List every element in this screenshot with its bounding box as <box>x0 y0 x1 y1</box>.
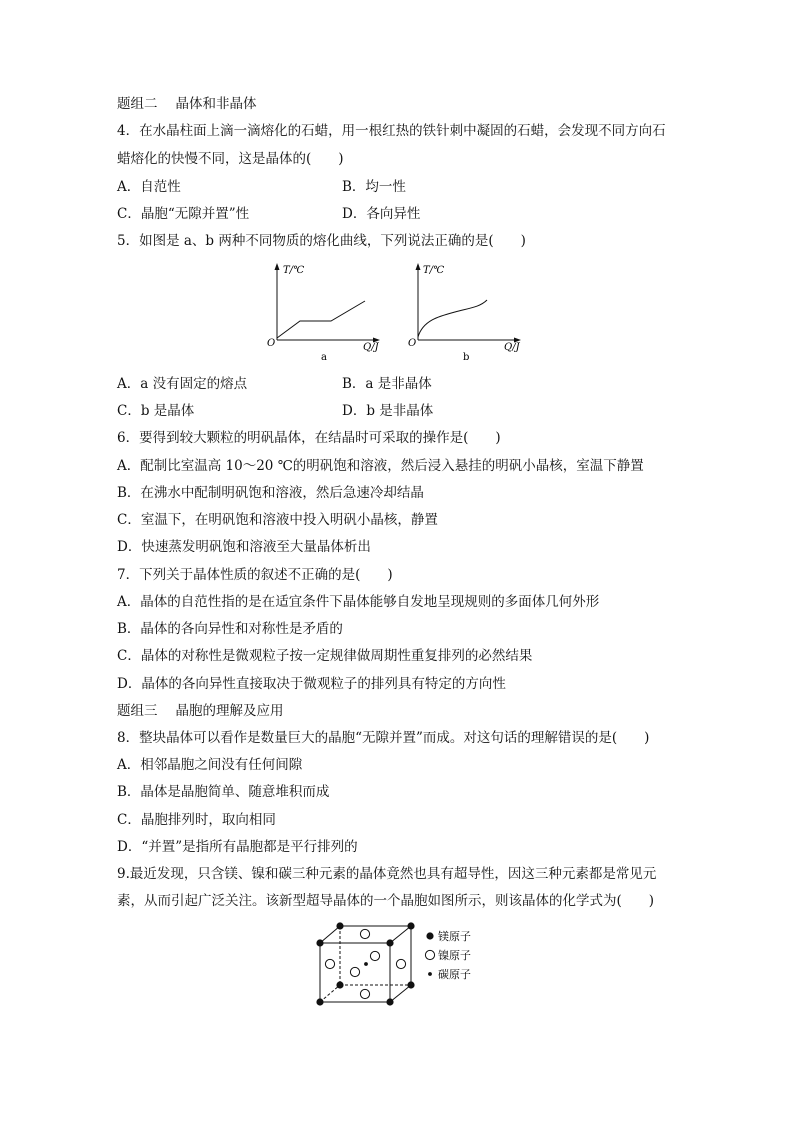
graph-a-curve <box>277 301 365 338</box>
q4-option-b[interactable]: B．均一性 <box>342 179 406 195</box>
graph-b-curve <box>418 300 487 337</box>
group-2-heading <box>117 95 257 113</box>
q6-option-d[interactable]: D．快速蒸发明矾饱和溶液至大量晶体析出 <box>117 539 371 555</box>
graph-a-caption: a <box>321 352 327 363</box>
legend-ni-marker <box>425 950 434 959</box>
cube-edge-tr <box>390 926 411 943</box>
q6-stem: 6．要得到较大颗粒的明矾晶体，在结晶时可采取的操作是( ) <box>117 430 501 446</box>
group-3-label: 题组三 <box>117 703 158 719</box>
group-3-title: 晶胞的理解及应用 <box>175 703 284 719</box>
ni-atom <box>350 967 359 976</box>
legend-ni-label: 镍原子 <box>438 949 471 962</box>
q4-option-a[interactable]: A．自范性 <box>117 179 181 195</box>
mg-atom <box>386 998 393 1005</box>
cube-edge-br <box>390 985 411 1002</box>
q7-option-d[interactable]: D．晶体的各向异性直接取决于微观粒子的排列具有特定的方向性 <box>117 676 506 692</box>
mg-atom <box>407 922 414 929</box>
mg-atom <box>407 981 414 988</box>
cube-edge-tl <box>320 926 340 943</box>
graph-a-y-label: T/℃ <box>283 265 305 276</box>
q7-option-b[interactable]: B．晶体的各向异性和对称性是矛盾的 <box>117 621 343 637</box>
q7-option-a[interactable]: A．晶体的自范性指的是在适宜条件下晶体能够自发地呈现规则的多面体几何外形 <box>117 594 600 610</box>
q8-option-b[interactable]: B．晶体是晶胞简单、随意堆积而成 <box>117 784 330 800</box>
q5-option-c[interactable]: C．b 是晶体 <box>117 403 195 419</box>
mg-atom <box>316 998 323 1005</box>
mg-atom <box>316 939 323 946</box>
q5-option-a[interactable]: A．a 没有固定的熔点 <box>117 376 248 392</box>
q7-option-c[interactable]: C．晶体的对称性是微观粒子按一定规律做周期性重复排列的必然结果 <box>117 648 533 664</box>
graph-b-origin: O <box>408 338 417 349</box>
graph-a-origin: O <box>267 338 276 349</box>
melting-curves-figure <box>255 260 530 363</box>
legend-mg-label: 镁原子 <box>438 930 471 943</box>
c-atom <box>364 962 368 966</box>
ni-atom <box>370 951 379 960</box>
q8-option-a[interactable]: A．相邻晶胞之间没有任何间隙 <box>117 757 303 773</box>
q4-option-c[interactable]: C．晶胞“无隙并置”性 <box>117 206 250 222</box>
graph-a-y-arrow <box>275 263 280 270</box>
q5-option-d[interactable]: D．b 是非晶体 <box>342 403 434 419</box>
ni-atom <box>360 929 369 938</box>
graph-a <box>267 263 380 363</box>
q5-option-b[interactable]: B．a 是非晶体 <box>342 376 432 392</box>
ni-atom <box>325 959 334 968</box>
q8-option-c[interactable]: C．晶胞排列时，取向相同 <box>117 812 276 828</box>
q6-option-b[interactable]: B．在沸水中配制明矾饱和溶液，然后急速冷却结晶 <box>117 485 424 501</box>
q4-option-d[interactable]: D．各向异性 <box>342 206 421 222</box>
graph-b-y-label: T/℃ <box>423 265 445 276</box>
q9-stem-line1: 9.最近发现，只含镁、镍和碳三种元素的晶体竟然也具有超导性，因这三种元素都是常见元 <box>117 866 657 882</box>
ni-atom <box>396 959 405 968</box>
crystal-cell-figure <box>310 918 490 1013</box>
q4-stem-line1: 4．在水晶柱面上滴一滴熔化的石蜡，用一根红热的铁针刺中凝固的石蜡，会发现不同方向石 <box>117 123 666 139</box>
mg-atom <box>386 939 393 946</box>
legend-c-label: 碳原子 <box>438 968 471 981</box>
mg-atom <box>336 981 343 988</box>
q6-option-a[interactable]: A．配制比室温高 10～20 ℃的明矾饱和溶液，然后浸入悬挂的明矾小晶核，室温下静置 <box>117 458 644 474</box>
group-3-heading <box>117 702 284 720</box>
graph-b-caption: b <box>463 352 470 363</box>
q9-stem-line2: 素，从而引起广泛关注。该新型超导晶体的一个晶胞如图所示，则该晶体的化学式为( ) <box>117 893 655 909</box>
q7-stem: 7．下列关于晶体性质的叙述不正确的是( ) <box>117 567 393 583</box>
graph-b-y-arrow <box>416 263 421 270</box>
q5-stem: 5．如图是 a、b 两种不同物质的熔化曲线，下列说法正确的是( ) <box>117 233 526 249</box>
legend <box>425 929 471 981</box>
q6-option-c[interactable]: C．室温下，在明矾饱和溶液中投入明矾小晶核，静置 <box>117 512 438 528</box>
q8-option-d[interactable]: D．“并置”是指所有晶胞都是平行排列的 <box>117 839 358 855</box>
mg-atom <box>336 922 343 929</box>
graph-b <box>408 263 521 363</box>
q8-stem: 8．整块晶体可以看作是数量巨大的晶胞“无隙并置”而成。对这句话的理解错误的是( ) <box>117 730 650 746</box>
ni-atom <box>360 989 369 998</box>
group-2-label: 题组二 <box>117 96 158 112</box>
legend-mg-marker <box>426 932 433 939</box>
group-2-title: 晶体和非晶体 <box>175 96 257 112</box>
graph-b-x-label: Q/J <box>504 342 520 353</box>
cube-hidden-edge-diagonal <box>320 985 340 1002</box>
legend-c-marker <box>428 972 432 976</box>
q4-stem-line2: 蜡熔化的快慢不同，这是晶体的( ) <box>117 151 344 167</box>
graph-a-x-label: Q/J <box>363 342 379 353</box>
